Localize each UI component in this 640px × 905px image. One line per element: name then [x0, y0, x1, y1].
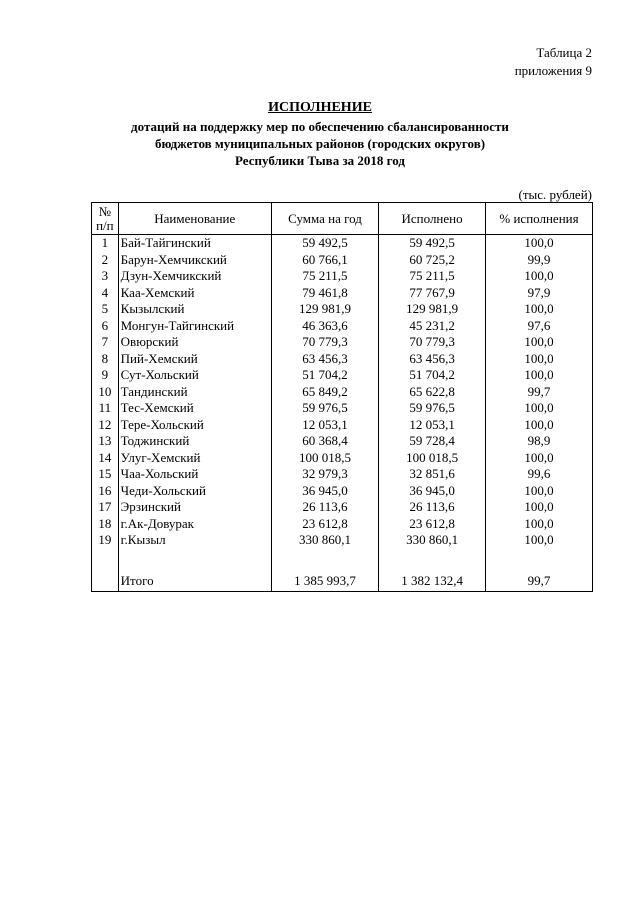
row-executed: 60 725,2	[379, 252, 486, 269]
row-executed: 70 779,3	[379, 334, 486, 351]
row-sum: 75 211,5	[271, 268, 378, 285]
row-name: Улуг-Хемский	[118, 450, 271, 467]
total-number-cell	[92, 571, 119, 592]
table-row	[92, 400, 593, 417]
spacer-cell	[379, 549, 486, 571]
title-line-3: Республики Тыва за 2018 год	[235, 153, 405, 168]
table-header-row	[92, 203, 593, 235]
row-sum: 46 363,6	[271, 318, 378, 335]
header-name: Наименование	[118, 203, 271, 235]
row-percent: 100,0	[486, 367, 593, 384]
row-sum: 51 704,2	[271, 367, 378, 384]
row-sum: 12 053,1	[271, 417, 378, 434]
row-number: 15	[92, 466, 119, 483]
table-number: Таблица 2	[536, 45, 592, 60]
table-row	[92, 301, 593, 318]
header-percent: % исполнения	[486, 203, 593, 235]
row-sum: 63 456,3	[271, 351, 378, 368]
row-name: Барун-Хемчикский	[118, 252, 271, 269]
row-sum: 79 461,8	[271, 285, 378, 302]
spacer-cell	[92, 549, 119, 571]
row-sum: 60 368,4	[271, 433, 378, 450]
row-percent: 99,6	[486, 466, 593, 483]
row-sum: 330 860,1	[271, 532, 378, 549]
table-row	[92, 532, 593, 549]
row-executed: 59 976,5	[379, 400, 486, 417]
row-name: Овюрский	[118, 334, 271, 351]
row-sum: 65 849,2	[271, 384, 378, 401]
row-name: Чаа-Хольский	[118, 466, 271, 483]
row-number: 11	[92, 400, 119, 417]
row-sum: 36 945,0	[271, 483, 378, 500]
row-executed: 100 018,5	[379, 450, 486, 467]
table-row	[92, 466, 593, 483]
row-name: Сут-Хольский	[118, 367, 271, 384]
row-number: 18	[92, 516, 119, 533]
row-name: г.Ак-Довурак	[118, 516, 271, 533]
units-label: (тыс. рублей)	[518, 187, 592, 202]
table-body	[92, 235, 593, 592]
row-percent: 100,0	[486, 483, 593, 500]
row-sum: 60 766,1	[271, 252, 378, 269]
row-sum: 23 612,8	[271, 516, 378, 533]
table-row	[92, 450, 593, 467]
row-name: г.Кызыл	[118, 532, 271, 549]
row-name: Тере-Хольский	[118, 417, 271, 434]
row-percent: 99,7	[486, 384, 593, 401]
table-reference	[515, 44, 592, 80]
row-number: 3	[92, 268, 119, 285]
header-number-line2: п/п	[96, 217, 114, 233]
row-executed: 77 767,9	[379, 285, 486, 302]
row-number: 19	[92, 532, 119, 549]
table-row	[92, 433, 593, 450]
row-number: 9	[92, 367, 119, 384]
row-sum: 59 976,5	[271, 400, 378, 417]
row-name: Тоджинский	[118, 433, 271, 450]
header-sum: Сумма на год	[271, 203, 378, 235]
row-name: Монгун-Тайгинский	[118, 318, 271, 335]
row-executed: 75 211,5	[379, 268, 486, 285]
table-row	[92, 499, 593, 516]
document-title	[0, 99, 640, 169]
row-number: 17	[92, 499, 119, 516]
row-executed: 59 492,5	[379, 235, 486, 252]
row-number: 13	[92, 433, 119, 450]
spacer-cell	[118, 549, 271, 571]
row-sum: 100 018,5	[271, 450, 378, 467]
appendix-number: приложения 9	[514, 63, 592, 78]
row-percent: 100,0	[486, 499, 593, 516]
row-percent: 100,0	[486, 417, 593, 434]
table-row	[92, 318, 593, 335]
row-number: 4	[92, 285, 119, 302]
row-number: 14	[92, 450, 119, 467]
table-row	[92, 285, 593, 302]
table-spacer-row	[92, 549, 593, 571]
row-number: 10	[92, 384, 119, 401]
row-sum: 32 979,3	[271, 466, 378, 483]
row-executed: 26 113,6	[379, 499, 486, 516]
row-name: Эрзинский	[118, 499, 271, 516]
row-executed: 330 860,1	[379, 532, 486, 549]
total-sum: 1 385 993,7	[271, 571, 378, 592]
row-sum: 70 779,3	[271, 334, 378, 351]
title-line-1: дотаций на поддержку мер по обеспечению сбалансированности	[131, 119, 509, 134]
row-percent: 100,0	[486, 450, 593, 467]
execution-table	[91, 202, 593, 592]
row-name: Кызылский	[118, 301, 271, 318]
title-main: ИСПОЛНЕНИЕ	[268, 100, 372, 115]
row-percent: 98,9	[486, 433, 593, 450]
row-number: 5	[92, 301, 119, 318]
row-executed: 12 053,1	[379, 417, 486, 434]
row-percent: 100,0	[486, 532, 593, 549]
row-name: Пий-Хемский	[118, 351, 271, 368]
row-executed: 36 945,0	[379, 483, 486, 500]
row-percent: 99,9	[486, 252, 593, 269]
row-percent: 100,0	[486, 301, 593, 318]
row-percent: 100,0	[486, 351, 593, 368]
spacer-cell	[486, 549, 593, 571]
table-row	[92, 516, 593, 533]
table-row	[92, 384, 593, 401]
row-executed: 59 728,4	[379, 433, 486, 450]
title-line-2: бюджетов муниципальных районов (городских округов)	[154, 136, 486, 151]
header-executed: Исполнено	[379, 203, 486, 235]
table-row	[92, 417, 593, 434]
table-row	[92, 252, 593, 269]
table-row	[92, 367, 593, 384]
row-number: 6	[92, 318, 119, 335]
row-name: Тандинский	[118, 384, 271, 401]
row-percent: 100,0	[486, 268, 593, 285]
row-name: Чеди-Хольский	[118, 483, 271, 500]
row-number: 7	[92, 334, 119, 351]
row-executed: 63 456,3	[379, 351, 486, 368]
row-number: 8	[92, 351, 119, 368]
row-executed: 51 704,2	[379, 367, 486, 384]
table-row	[92, 334, 593, 351]
row-number: 1	[92, 235, 119, 252]
total-name: Итого	[118, 571, 271, 592]
row-executed: 32 851,6	[379, 466, 486, 483]
table-row	[92, 351, 593, 368]
row-percent: 97,9	[486, 285, 593, 302]
spacer-cell	[271, 549, 378, 571]
row-percent: 100,0	[486, 516, 593, 533]
row-sum: 26 113,6	[271, 499, 378, 516]
row-executed: 23 612,8	[379, 516, 486, 533]
row-name: Дзун-Хемчикский	[118, 268, 271, 285]
row-name: Каа-Хемский	[118, 285, 271, 302]
row-percent: 100,0	[486, 400, 593, 417]
table-row	[92, 235, 593, 252]
table-row	[92, 483, 593, 500]
row-percent: 97,6	[486, 318, 593, 335]
row-executed: 129 981,9	[379, 301, 486, 318]
row-executed: 65 622,8	[379, 384, 486, 401]
total-percent: 99,7	[486, 571, 593, 592]
row-number: 16	[92, 483, 119, 500]
row-sum: 59 492,5	[271, 235, 378, 252]
total-executed: 1 382 132,4	[379, 571, 486, 592]
row-number: 12	[92, 417, 119, 434]
row-name: Бай-Тайгинский	[118, 235, 271, 252]
table-total-row	[92, 571, 593, 592]
row-percent: 100,0	[486, 334, 593, 351]
row-percent: 100,0	[486, 235, 593, 252]
row-executed: 45 231,2	[379, 318, 486, 335]
row-name: Тес-Хемский	[118, 400, 271, 417]
header-number	[92, 203, 119, 235]
row-sum: 129 981,9	[271, 301, 378, 318]
table-row	[92, 268, 593, 285]
row-number: 2	[92, 252, 119, 269]
header-number-line1: №	[98, 203, 112, 219]
